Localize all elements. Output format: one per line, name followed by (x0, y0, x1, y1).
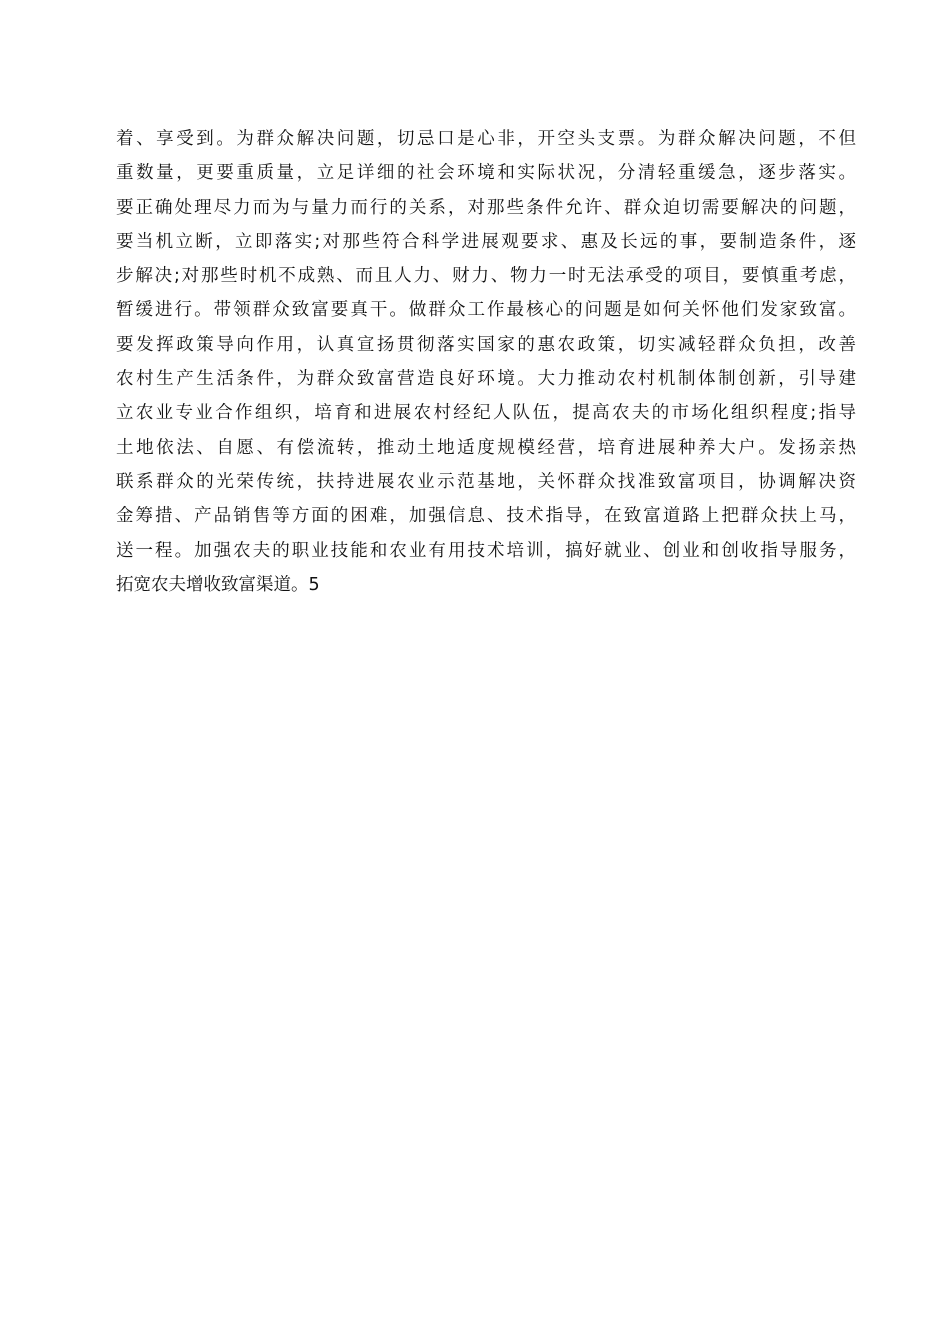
text-line-4: 要当机立断，立即落实;对那些符合科学进展观要求、惠及长远的事，要制造条件，逐 (116, 231, 856, 252)
text-line-5: 步解决;对那些时机不成熟、而且人力、财力、物力一时无法承受的项目，要慎重考虑， (116, 266, 856, 287)
text-line-13: 送一程。加强农夫的职业技能和农业有用技术培训，搞好就业、创业和创收指导服务， (116, 540, 856, 561)
text-line-10: 土地依法、自愿、有偿流转，推动土地适度规模经营，培育进展种养大户。发扬亲热 (116, 437, 856, 458)
text-line-2: 重数量，更要重质量，立足详细的社会环境和实际状况，分清轻重缓急，逐步落实。 (116, 163, 856, 184)
text-line-1: 着、享受到。为群众解决问题，切忌口是心非，开空头支票。为群众解决问题，不但 (116, 129, 856, 149)
text-line-6: 暂缓进行。带领群众致富要真干。做群众工作最核心的问题是如何关怀他们发家致富。 (116, 300, 856, 321)
text-line-14: 拓宽农夫增收致富渠道。5 (116, 574, 320, 595)
text-line-9: 立农业专业合作组织，培育和进展农村经纪人队伍，提高农夫的市场化组织程度;指导 (116, 403, 856, 424)
body-paragraph (116, 122, 856, 602)
text-line-8: 农村生产生活条件，为群众致富营造良好环境。大力推动农村机制体制创新，引导建 (116, 369, 856, 390)
text-line-3: 要正确处理尽力而为与量力而行的关系，对那些条件允许、群众迫切需要解决的问题， (116, 197, 856, 218)
text-line-7: 要发挥政策导向作用，认真宣扬贯彻落实国家的惠农政策，切实减轻群众负担，改善 (116, 334, 856, 355)
text-line-11: 联系群众的光荣传统，扶持进展农业示范基地，关怀群众找准致富项目，协调解决资 (116, 471, 856, 492)
text-line-12: 金筹措、产品销售等方面的困难，加强信息、技术指导，在致富道路上把群众扶上马， (116, 506, 856, 527)
